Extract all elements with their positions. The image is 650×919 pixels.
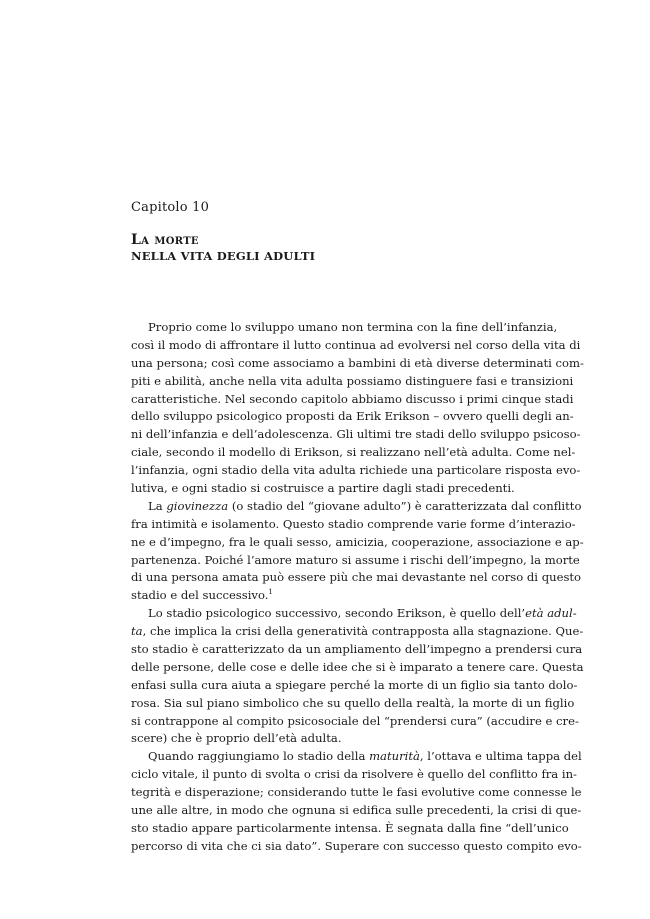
text-line: una persona; così come associamo a bambini di età diverse determinati com- — [131, 355, 584, 370]
paragraph-lead: La — [148, 498, 163, 513]
text-line: delle persone, delle cose e delle idee che si è imparato a tenere care. Questa — [131, 659, 584, 674]
text-line: ciale, secondo il modello di Erikson, si realizzano nell’età adulta. Come nel- — [131, 445, 576, 460]
text-line — [131, 605, 577, 623]
emphasis-term: giovinezza — [166, 498, 229, 513]
text-line: si contrappone al compito psicosociale del “prendersi cura” (accudire e cre- — [131, 713, 579, 728]
text-line: di una persona amata può essere più che mai devastante nel corso di questo — [131, 570, 582, 585]
text-line: Proprio come lo sviluppo umano non termina con la fine dell’infanzia, — [148, 320, 558, 334]
text-line: partenenza. Poiché l’amore maturo si assume i rischi dell’impegno, la morte — [131, 552, 580, 567]
text-line: ciclo vitale, il punto di svolta o crisi da risolvere è quello del conflitto fra in- — [131, 767, 577, 782]
text-segment: , l’ottava e ultima tappa del — [419, 749, 582, 764]
text-line: l’infanzia, ogni stadio della vita adulta richiede una particolare risposta evo- — [131, 463, 581, 478]
text-segment: Quando raggiungiamo lo stadio della — [148, 749, 370, 764]
text-line: tegrità e disperazione; considerando tutte le fasi evolutive come connesse le — [131, 785, 582, 800]
chapter-subtitle: NELLA VITA DEGLI ADULTI — [131, 249, 316, 263]
text-line: une alle altre, in modo che ognuna si edifica sulle precedenti, la crisi di que- — [131, 803, 582, 818]
chapter-number: Capitolo 10 — [131, 200, 210, 215]
text-line: piti e abilità, anche nella vita adulta possiamo distinguere fasi e transizioni — [131, 373, 574, 388]
text-line: così il modo di affrontare il lutto continua ad evolversi nel corso della vita di — [131, 337, 581, 352]
text-line: ne e d’impegno, fra le quali sesso, amicizia, cooperazione, associazione e ap- — [131, 534, 584, 549]
text-line: ni dell’infanzia e dell’adolescenza. Gli ultimi tre stadi dello sviluppo psicoso- — [131, 427, 581, 442]
text-line — [131, 623, 584, 641]
emphasis-term: età adul- — [525, 606, 577, 621]
text-line: sto stadio appare particolarmente intensa. È segnata dalla fine “dell’unico — [131, 820, 569, 835]
emphasis-term: maturità — [369, 749, 420, 764]
text-segment: Lo stadio psicologico successivo, secondo Erikson, è quello dell’ — [148, 606, 526, 621]
footnote-marker: 1 — [268, 588, 273, 597]
text-line — [131, 498, 582, 516]
chapter-body — [131, 319, 584, 856]
text-line: percorso di vita che ci sia dato”. Superare con successo questo compito evo- — [131, 838, 582, 853]
text-segment: stadio e del successivo. — [131, 588, 269, 603]
text-segment: (o stadio del “giovane adulto”) è caratterizzata dal conflitto — [231, 498, 582, 513]
text-line — [131, 748, 582, 766]
chapter-title: La morte — [131, 232, 199, 248]
text-line: scere) che è proprio dell’età adulta. — [131, 731, 342, 746]
text-line: fra intimità e isolamento. Questo stadio comprende varie forme d’interazio- — [131, 516, 576, 531]
text-line: rosa. Sia sul piano simbolico che su quello della realtà, la morte di un figlio — [131, 695, 575, 710]
text-line: sto stadio è caratterizzato da un ampliamento dell’impegno a prendersi cura — [131, 642, 583, 657]
text-line: lutiva, e ogni stadio si costruisce a partire dagli stadi precedenti. — [131, 481, 515, 496]
text-line: dello sviluppo psicologico proposti da Erik Erikson – ovvero quelli degli an- — [131, 409, 574, 424]
text-line: caratteristiche. Nel secondo capitolo abbiamo discusso i primi cinque stadi — [131, 391, 574, 406]
text-line: enfasi sulla cura aiuta a spiegare perché la morte di un figlio sia tanto dolo- — [131, 677, 578, 692]
text-line — [131, 587, 523, 605]
emphasis-term: ta — [131, 624, 143, 639]
text-segment: , che implica la crisi della generatività contrapposta alla stagnazione. Que- — [142, 624, 584, 639]
